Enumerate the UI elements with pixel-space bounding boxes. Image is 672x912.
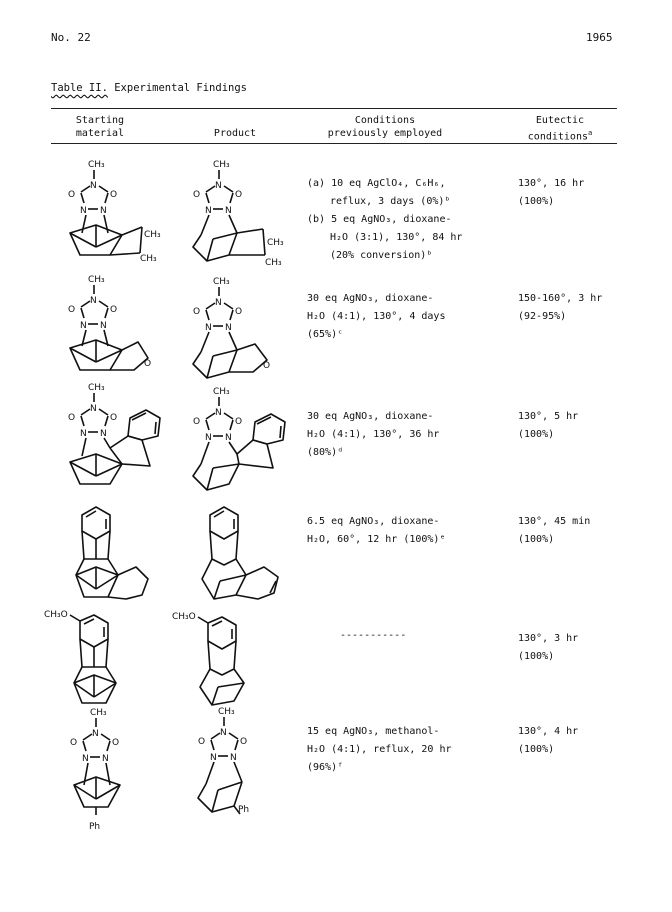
row1-start-n1: N — [90, 181, 97, 191]
row6-conditions — [307, 723, 452, 777]
row2-start-methyl-label: CH₃ — [88, 275, 105, 285]
row3-start-n2: N — [80, 429, 87, 439]
row4-conditions — [307, 513, 445, 549]
row5-conditions — [340, 627, 406, 645]
col-header-starting-line2: material — [75, 128, 125, 139]
row4-eut-line2: (100%) — [518, 534, 555, 545]
row3-prod-n2: N — [205, 433, 212, 443]
table-top-rule — [51, 108, 617, 109]
row3-prod-n3: N — [225, 433, 232, 443]
row2-prod-ring-o: O — [263, 361, 271, 371]
row1-eut-line1: 130°, 16 hr — [518, 178, 585, 189]
row6-cond-line2: H₂O (4:1), reflux, 20 hr — [307, 744, 452, 755]
page-journal-number: No. 22 — [51, 31, 91, 44]
row3-start-o1: O — [68, 413, 76, 423]
col-header-eutectic-line2: conditions — [527, 131, 588, 143]
table-title — [51, 82, 247, 94]
row6-cond-line3: (96%)ᶠ — [307, 762, 344, 773]
row3-start-methyl-label: CH₃ — [88, 383, 105, 393]
row1-prod-o2: O — [235, 190, 243, 200]
row5-starting-structure — [44, 605, 164, 710]
row2-start-n1: N — [90, 296, 97, 306]
row3-start-o2: O — [110, 413, 118, 423]
row2-start-ring-o: O — [144, 359, 152, 369]
row5-cond-line1: ----------- — [340, 630, 407, 641]
row6-prod-n1: N — [220, 728, 227, 738]
row3-cond-line2: H₂O (4:1), 130°, 36 hr — [307, 429, 440, 440]
row1-prod-methyl-label: CH₃ — [213, 160, 230, 170]
row5-eutectic — [518, 630, 578, 666]
page-year: 1965 — [586, 31, 613, 44]
row1-start-gem2-label: CH₃ — [140, 254, 157, 264]
row2-start-o1: O — [68, 305, 76, 315]
row2-prod-o1: O — [193, 307, 201, 317]
row2-conditions — [307, 290, 445, 344]
row6-prod-o1: O — [198, 737, 206, 747]
row5-start-methoxy-label: CH₃O — [44, 610, 68, 620]
col-header-product: Product — [213, 128, 257, 139]
row6-start-n1: N — [92, 729, 99, 739]
row2-cond-line3: (65%)ᶜ — [307, 329, 344, 340]
row1-prod-o1: O — [193, 190, 201, 200]
row5-eut-line1: 130°, 3 hr — [518, 633, 579, 644]
row3-prod-methyl-label: CH₃ — [213, 387, 230, 397]
row3-starting-structure — [60, 378, 190, 493]
row3-cond-line1: 30 eq AgNO₃, dioxane- — [307, 411, 434, 422]
row5-eut-line2: (100%) — [518, 651, 555, 662]
row2-cond-line2: H₂O (4:1), 130°, 4 days — [307, 311, 446, 322]
col-header-eutectic-line1: Eutectic — [535, 115, 585, 126]
row2-eut-line2: (92-95%) — [518, 311, 567, 322]
row2-prod-methyl-label: CH₃ — [213, 277, 230, 287]
row6-eut-line1: 130°, 4 hr — [518, 726, 579, 737]
row3-prod-n1: N — [215, 408, 222, 418]
row3-eutectic — [518, 408, 578, 444]
row3-conditions — [307, 408, 439, 462]
row4-cond-line2: H₂O, 60°, 12 hr (100%)ᵉ — [307, 534, 446, 545]
row3-start-n3: N — [100, 429, 107, 439]
row6-start-methyl-label: CH₃ — [90, 708, 107, 718]
row2-eutectic — [518, 290, 602, 326]
row4-cond-line1: 6.5 eq AgNO₃, dioxane- — [307, 516, 440, 527]
row1-start-n2: N — [80, 206, 87, 216]
row6-cond-line1: 15 eq AgNO₃, methanol- — [307, 726, 440, 737]
row6-eutectic — [518, 723, 578, 759]
row1-start-gem1-label: CH₃ — [144, 230, 161, 240]
row6-prod-methyl-label: CH₃ — [218, 707, 235, 717]
row1-start-methyl-label: CH₃ — [88, 160, 105, 170]
row1-start-n3: N — [100, 206, 107, 216]
table-label: Table II. — [51, 82, 108, 94]
row1-cond-line3: (b) 5 eq AgNO₃, dioxane- — [307, 214, 452, 225]
row4-eut-line1: 130°, 45 min — [518, 516, 591, 527]
row6-prod-phenyl-label: Ph — [238, 805, 250, 815]
row1-start-o2: O — [110, 190, 118, 200]
row2-start-n3: N — [100, 321, 107, 331]
row3-start-n1: N — [90, 404, 97, 414]
row1-eutectic — [518, 175, 584, 211]
row1-prod-n3: N — [225, 206, 232, 216]
table-header-rule — [51, 143, 617, 144]
row2-start-o2: O — [110, 305, 118, 315]
row2-product-structure — [185, 272, 305, 382]
row5-prod-methoxy-label: CH₃O — [172, 612, 196, 622]
col-header-conditions — [300, 114, 470, 140]
row3-prod-o2: O — [235, 417, 243, 427]
row4-starting-structure — [62, 505, 172, 615]
col-header-starting-line1: Starting — [75, 115, 125, 126]
row6-eut-line2: (100%) — [518, 744, 555, 755]
row3-prod-o1: O — [193, 417, 201, 427]
row1-prod-n1: N — [215, 181, 222, 191]
row1-conditions — [307, 175, 462, 265]
row2-cond-line1: 30 eq AgNO₃, dioxane- — [307, 293, 434, 304]
row2-starting-structure — [60, 270, 180, 380]
row3-cond-line3: (80%)ᵈ — [307, 447, 344, 458]
row6-product-structure — [190, 702, 310, 837]
row2-prod-n1: N — [215, 298, 222, 308]
row1-cond-line2: reflux, 3 days (0%)ᵇ — [330, 196, 451, 207]
row2-prod-o2: O — [235, 307, 243, 317]
row3-eut-line1: 130°, 5 hr — [518, 411, 579, 422]
row1-cond-line5: (20% conversion)ᵇ — [330, 250, 433, 261]
row1-product-structure — [185, 155, 305, 270]
row1-prod-gem1-label: CH₃ — [267, 238, 284, 248]
row6-start-o1: O — [70, 738, 78, 748]
row5-product-structure — [172, 607, 292, 712]
row1-prod-gem2-label: CH₃ — [265, 258, 282, 268]
row6-start-n3: N — [102, 754, 109, 764]
row1-cond-line1: (a) 10 eq AgClO₄, C₆H₆, — [307, 178, 446, 189]
row6-starting-structure — [62, 703, 182, 838]
row1-starting-structure — [60, 155, 180, 270]
col-header-starting — [60, 114, 140, 140]
row6-prod-n3: N — [230, 753, 237, 763]
row4-product-structure — [190, 505, 300, 615]
table-caption: Experimental Findings — [114, 82, 247, 94]
row3-eut-line2: (100%) — [518, 429, 555, 440]
row2-eut-line1: 150-160°, 3 hr — [518, 293, 603, 304]
row6-prod-n2: N — [210, 753, 217, 763]
row6-prod-o2: O — [240, 737, 248, 747]
row3-product-structure — [185, 382, 315, 497]
col-header-eutectic-footnote: a — [588, 129, 593, 137]
col-header-conditions-line2: previously employed — [327, 128, 443, 139]
row1-eut-line2: (100%) — [518, 196, 555, 207]
row1-start-o1: O — [68, 190, 76, 200]
row1-cond-line4: H₂O (3:1), 130°, 84 hr — [330, 232, 463, 243]
row4-eutectic — [518, 513, 590, 549]
row6-start-n2: N — [82, 754, 89, 764]
col-header-conditions-line1: Conditions — [354, 115, 416, 126]
col-header-eutectic — [505, 114, 615, 143]
row2-prod-n3: N — [225, 323, 232, 333]
row2-prod-n2: N — [205, 323, 212, 333]
row6-start-o2: O — [112, 738, 120, 748]
row2-start-n2: N — [80, 321, 87, 331]
row6-start-phenyl-label: Ph — [89, 822, 101, 832]
row1-prod-n2: N — [205, 206, 212, 216]
